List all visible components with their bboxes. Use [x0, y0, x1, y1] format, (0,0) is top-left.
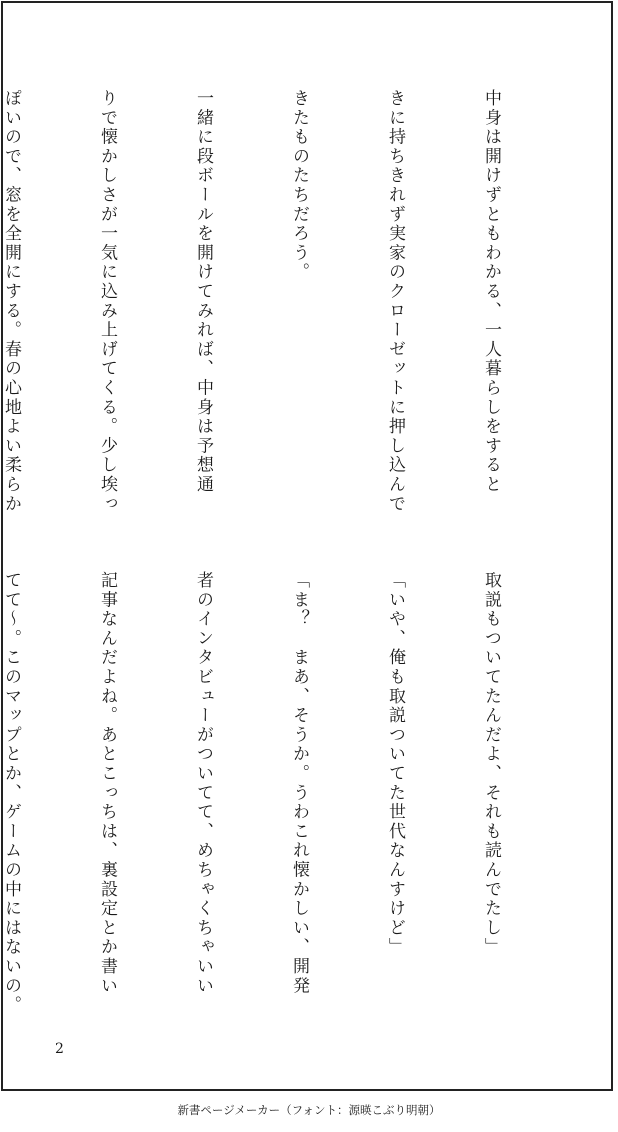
text-block-bottom [0, 571, 571, 1015]
text-line: 「いや、俺も取説ついてた世代なんすけど」 [385, 571, 405, 957]
page-number: 2 [55, 1041, 64, 1057]
text-line: 中身は開けずともわかる、一人暮らしをすると [481, 89, 501, 495]
footer-caption: 新書ページメーカー（フォント：源暎こぶり明朝） [177, 1103, 441, 1117]
text-line: 者のインタビューがついてて、めちゃくちゃいい [193, 571, 213, 996]
text-line: りで懐かしさが一気に込み上げてくる。少し埃っ [97, 89, 117, 514]
text-line: ぽいので、窓を全開にする。春の心地よい柔らか [1, 89, 21, 514]
text-line: 取説もついてたんだよ、それも読んでたし」 [481, 571, 501, 957]
text-block-top [0, 89, 571, 529]
text-line: きに持ちきれず実家のクローゼットに押し込んで [385, 89, 405, 514]
text-line: 一緒に段ボールを開けてみれば、中身は予想通 [193, 89, 213, 495]
text-line: 記事なんだよね。あとこっちは、裏設定とか書い [97, 571, 117, 996]
page-frame [1, 1, 613, 1091]
text-line: 「ま？ まあ、そうか。うわこれ懐かしい、開発 [289, 571, 309, 996]
text-line: てて〜。このマップとか、ゲームの中にはないの。 [1, 571, 21, 1015]
text-line: きたものたちだろう。 [289, 89, 309, 282]
